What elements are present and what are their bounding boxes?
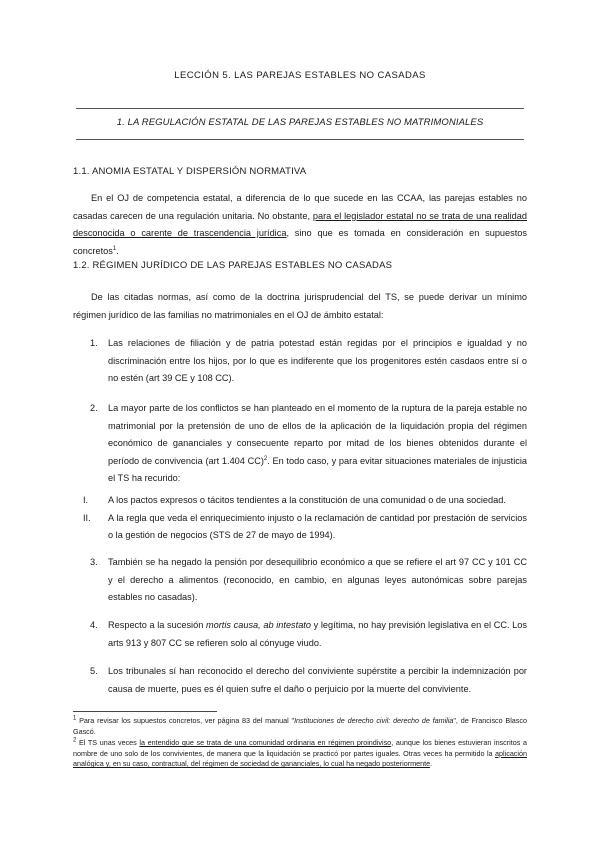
latin-term: mortis causa, ab intestato bbox=[205, 620, 311, 630]
footnote-number: 1 bbox=[73, 715, 77, 722]
lesson-title: LECCIÓN 5. LAS PAREJAS ESTABLES NO CASADAS bbox=[174, 70, 426, 81]
paragraph-intro: De las citadas normas, así como de la doctrina jurisprudencial del TS, se puede derivar un mínimo régimen jurídico de las familias no matrimoniales en el OJ de ámbito estatal: bbox=[73, 292, 527, 320]
footnote-text: , aunque los bienes estuvieran inscritos a nombre de uno solo de los convivientes, de manera que la liquidación se practicó por partes iguales. Otras veces ha permitido la bbox=[73, 738, 527, 758]
list-item-text: Los tribunales sí han reconocido el derecho del conviviente supérstite a percibir la indemnización por causa de muerte, pues es él quien sufre el daño o perjuicio por la muerte del conviviente. bbox=[108, 666, 527, 694]
list-item-text: Respecto a la sucesión bbox=[108, 620, 206, 630]
regime-list-4 bbox=[73, 617, 527, 652]
list-item bbox=[73, 510, 527, 545]
list-item bbox=[73, 400, 527, 488]
section-title: 1. LA REGULACIÓN ESTATAL DE LAS PAREJAS ESTABLES NO MATRIMONIALES bbox=[116, 117, 484, 128]
underlined-text: para el legislador estatal no se trata de una realidad desconocida o carente de trascendencia jurídica bbox=[73, 210, 527, 238]
paragraph-text: En el OJ de competencia estatal, a diferencia de lo que sucede en las CCAA, las parejas estables no casadas carecen de una regulación unitaria. No obstante, bbox=[73, 193, 527, 221]
list-item bbox=[73, 617, 527, 652]
list-number: 3. bbox=[90, 557, 98, 567]
list-item bbox=[73, 554, 527, 607]
regime-list-3 bbox=[73, 554, 527, 607]
footnote-text: . bbox=[430, 759, 433, 768]
list-item-text: . En todo caso, y para evitar situaciones materiales de injusticia el TS ha recurido: bbox=[108, 455, 528, 483]
footnote-2 bbox=[73, 738, 527, 770]
footnote-number: 2 bbox=[73, 737, 77, 744]
regime-list-2 bbox=[73, 400, 527, 488]
list-item-text: También se ha negado la pensión por desequilibrio económico a que se refiere el art 97 CC y 101 CC y el derecho a alimentos (reconocido, en cambio, en algunas leyes autonómicas sobre parejas estables no casadas). bbox=[108, 557, 527, 602]
regime-list-5 bbox=[73, 663, 527, 698]
list-item-text: A la regla que veda el enriquecimiento injusto o la reclamación de cantidad por prestación de servicios o la gestión de negocios (STS de 27 de mayo de 1994). bbox=[108, 512, 527, 540]
list-item-text: Las relaciones de filiación y de patria potestad están regidas por el principios e igualdad y no discriminación entre los hijos, por lo que es indiferente que los progenitores estén casdaos entre sí o no estén (art 39 CE y 108 CC). bbox=[108, 338, 527, 383]
footnote-text: ", de Francisco Blasco Gascó. bbox=[73, 716, 527, 736]
subsection-heading-1-1: 1.1. ANOMIA ESTATAL Y DISPERSIÓN NORMATIVA bbox=[73, 166, 307, 177]
list-number: 2. bbox=[90, 403, 98, 413]
underlined-text: la entendido que se trata de una comunidad ordinaria en régimen proindiviso bbox=[139, 738, 392, 747]
footnote-ref-1[interactable]: 1 bbox=[112, 245, 117, 252]
paragraph-text: . bbox=[116, 245, 119, 256]
roman-list bbox=[73, 492, 527, 545]
list-item bbox=[73, 335, 527, 388]
subsection-heading-1-2: 1.2. RÉGIMEN JURÍDICO DE LAS PAREJAS ESTABLES NO CASADAS bbox=[73, 260, 393, 271]
footnote-1 bbox=[73, 716, 527, 737]
list-item-text: La mayor parte de los conflictos se han planteado en el momento de la ruptura de la pareja estable no matrimonial por la pretensión de uno de ellos de la aplicación de la liquidación propia del régimen económico de gananciales y consecuente reparto por mitad de los bienes obtenidos durante el período de convivencia (art 1.404 CC) bbox=[108, 403, 527, 466]
underlined-text: aplicación analógica y, en su caso, contractual, del régimen de sociedad de gananciales, lo cual ha negado posteriormente bbox=[73, 748, 527, 768]
list-number: 4. bbox=[90, 620, 98, 630]
roman-number: I. bbox=[83, 495, 89, 505]
regime-list-1 bbox=[73, 335, 527, 388]
list-item bbox=[73, 492, 527, 510]
list-item bbox=[73, 663, 527, 698]
book-title: Instituciones de derecho civil: derecho de familia bbox=[294, 716, 454, 725]
list-item-text: y legítima, no hay previsión legislativa en el CC. Los arts 913 y 807 CC se refieren solo al cónyuge viudo. bbox=[108, 620, 527, 648]
list-number: 5. bbox=[90, 666, 98, 676]
paragraph-text: , sino que es tomada en consideración en supuestos concretos bbox=[73, 228, 528, 256]
footnote-text: El TS unas veces bbox=[76, 738, 140, 747]
list-number: 1. bbox=[90, 338, 98, 348]
footnote-divider bbox=[73, 711, 217, 712]
footnote-ref-2[interactable]: 2 bbox=[263, 455, 268, 462]
top-divider bbox=[76, 108, 524, 109]
paragraph-anomia bbox=[73, 190, 527, 260]
bottom-divider bbox=[76, 139, 524, 140]
footnote-text: Para revisar los supuestos concretos, ver página 83 del manual " bbox=[76, 716, 295, 725]
roman-number: II. bbox=[83, 512, 91, 523]
list-item-text: A los pactos expresos o tácitos tendientes a la constitución de una comunidad o de una sociedad. bbox=[108, 495, 506, 505]
